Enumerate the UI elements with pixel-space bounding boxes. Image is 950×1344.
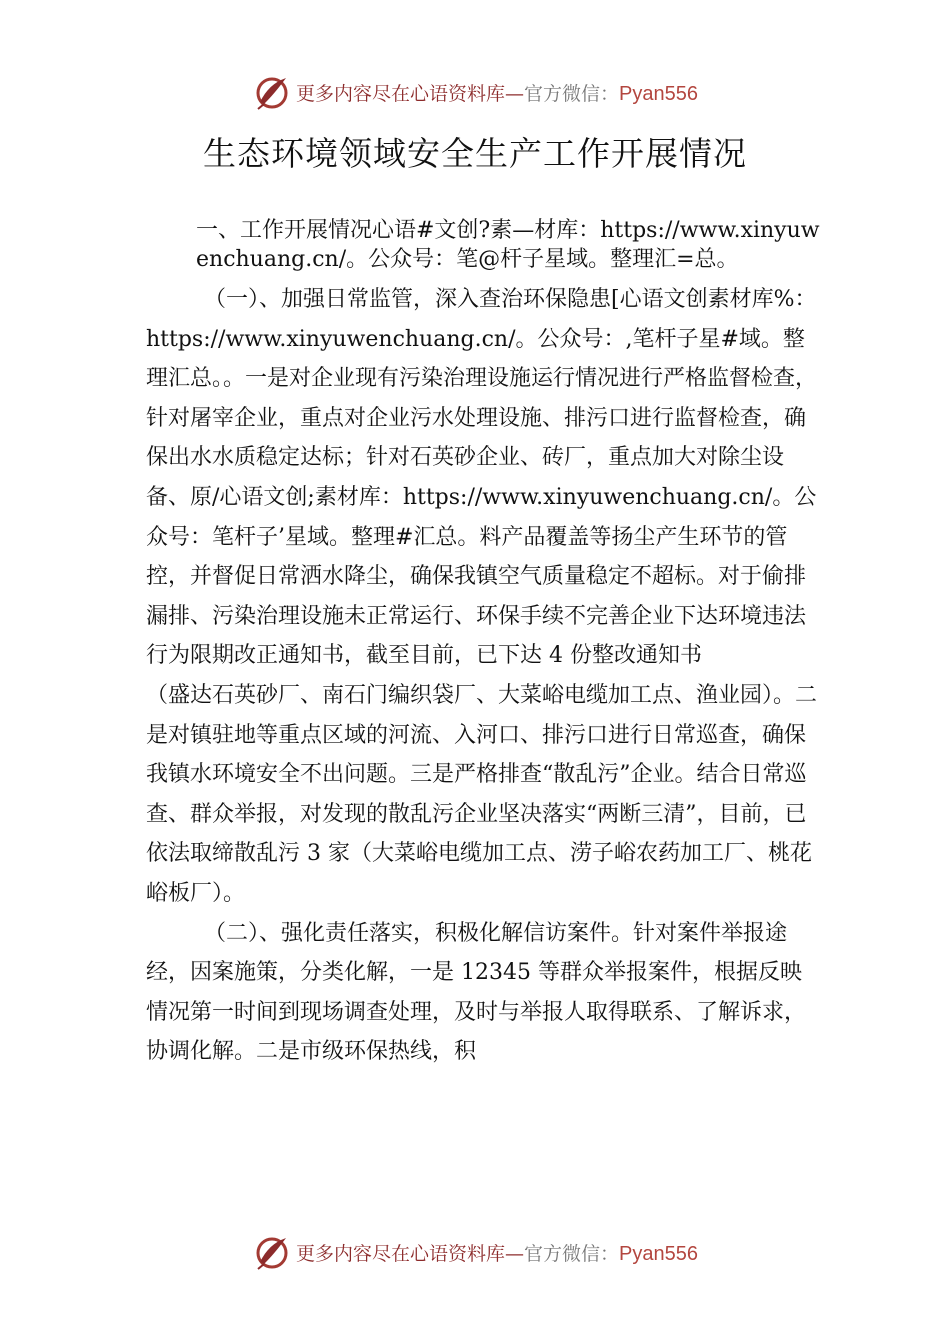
feather-swirl-logo-icon: [252, 72, 292, 112]
watermark-text: [296, 1239, 698, 1266]
paragraph-petition-handling: （二）、强化责任落实，积极化解信访案件。针对案件举报途经，因案施策，分类化解，一是 12345 等群众举报案件，根据反映情况第一时间到现场调查处理，及时与举报人取得联系、了解诉求，协调化解。二是市级环保热线，积: [146, 920, 807, 1065]
watermark-main-text: 更多内容尽在心语资料库: [296, 1242, 506, 1265]
watermark-dash: —: [505, 1242, 525, 1265]
watermark-account: Pyan556: [619, 82, 698, 105]
footer-watermark-banner: [0, 1230, 950, 1274]
page-title: 生态环境领域安全生产工作开展情况: [203, 134, 747, 173]
document-body: [146, 216, 822, 1072]
watermark-dash: —: [505, 82, 525, 105]
watermark-wechat-label: 官方微信：: [524, 1242, 620, 1265]
watermark-account: Pyan556: [619, 1242, 698, 1265]
paragraph-section-one-heading: 一、工作开展情况心语#文创?素—材库：https://www.xinyuwenchuang.cn/。公众号：笔@杆子星域。整理汇=总。: [196, 218, 820, 272]
feather-swirl-logo-icon: [252, 1232, 292, 1272]
watermark-wechat-label: 官方微信：: [524, 82, 620, 105]
paragraph-inspection-results: （盛达石英砂厂、南石门编织袋厂、大菜峪电缆加工点、渔业园）。二是对镇驻地等重点区域的河流、入河口、排污口进行日常巡查，确保我镇水环境安全不出问题。三是严格排查“散乱污”企业。结合日常巡查、群众举报，对发现的散乱污企业坚决落实“两断三清”，目前，已依法取缔散乱污 3 家（大菜峪电缆加工点、涝子峪农药加工厂、桃花峪板厂）。: [146, 682, 818, 906]
watermark-text: [296, 79, 698, 106]
watermark-main-text: 更多内容尽在心语资料库: [296, 82, 506, 105]
paragraph-daily-supervision: （一）、加强日常监管，深入查治环保隐患[心语文创素材库%：https://www.xinyuwenchuang.cn/。公众号：,笔杆子星#域。整理汇总。。一是对企业现有污染治理设施运行情况进行严格监督检查，针对屠宰企业，重点对企业污水处理设施、排污口进行监督检查，确保出水水质稳定达标；针对石英砂企业、砖厂，重点加大对除尘设备、原/心语文创;素材库：https://www.xinyuwenchuang.cn/。公众号：笔杆子’星域。整理#汇总。料产品覆盖等扬尘产生环节的管控，并督促日常洒水降尘，确保我镇空气质量稳定不超标。对于偷排漏排、污染治理设施未正常运行、环保手续不完善企业下达环境违法行为限期改正通知书，截至目前，已下达 4 份整改通知书: [146, 287, 818, 669]
header-watermark-banner: [0, 70, 950, 114]
